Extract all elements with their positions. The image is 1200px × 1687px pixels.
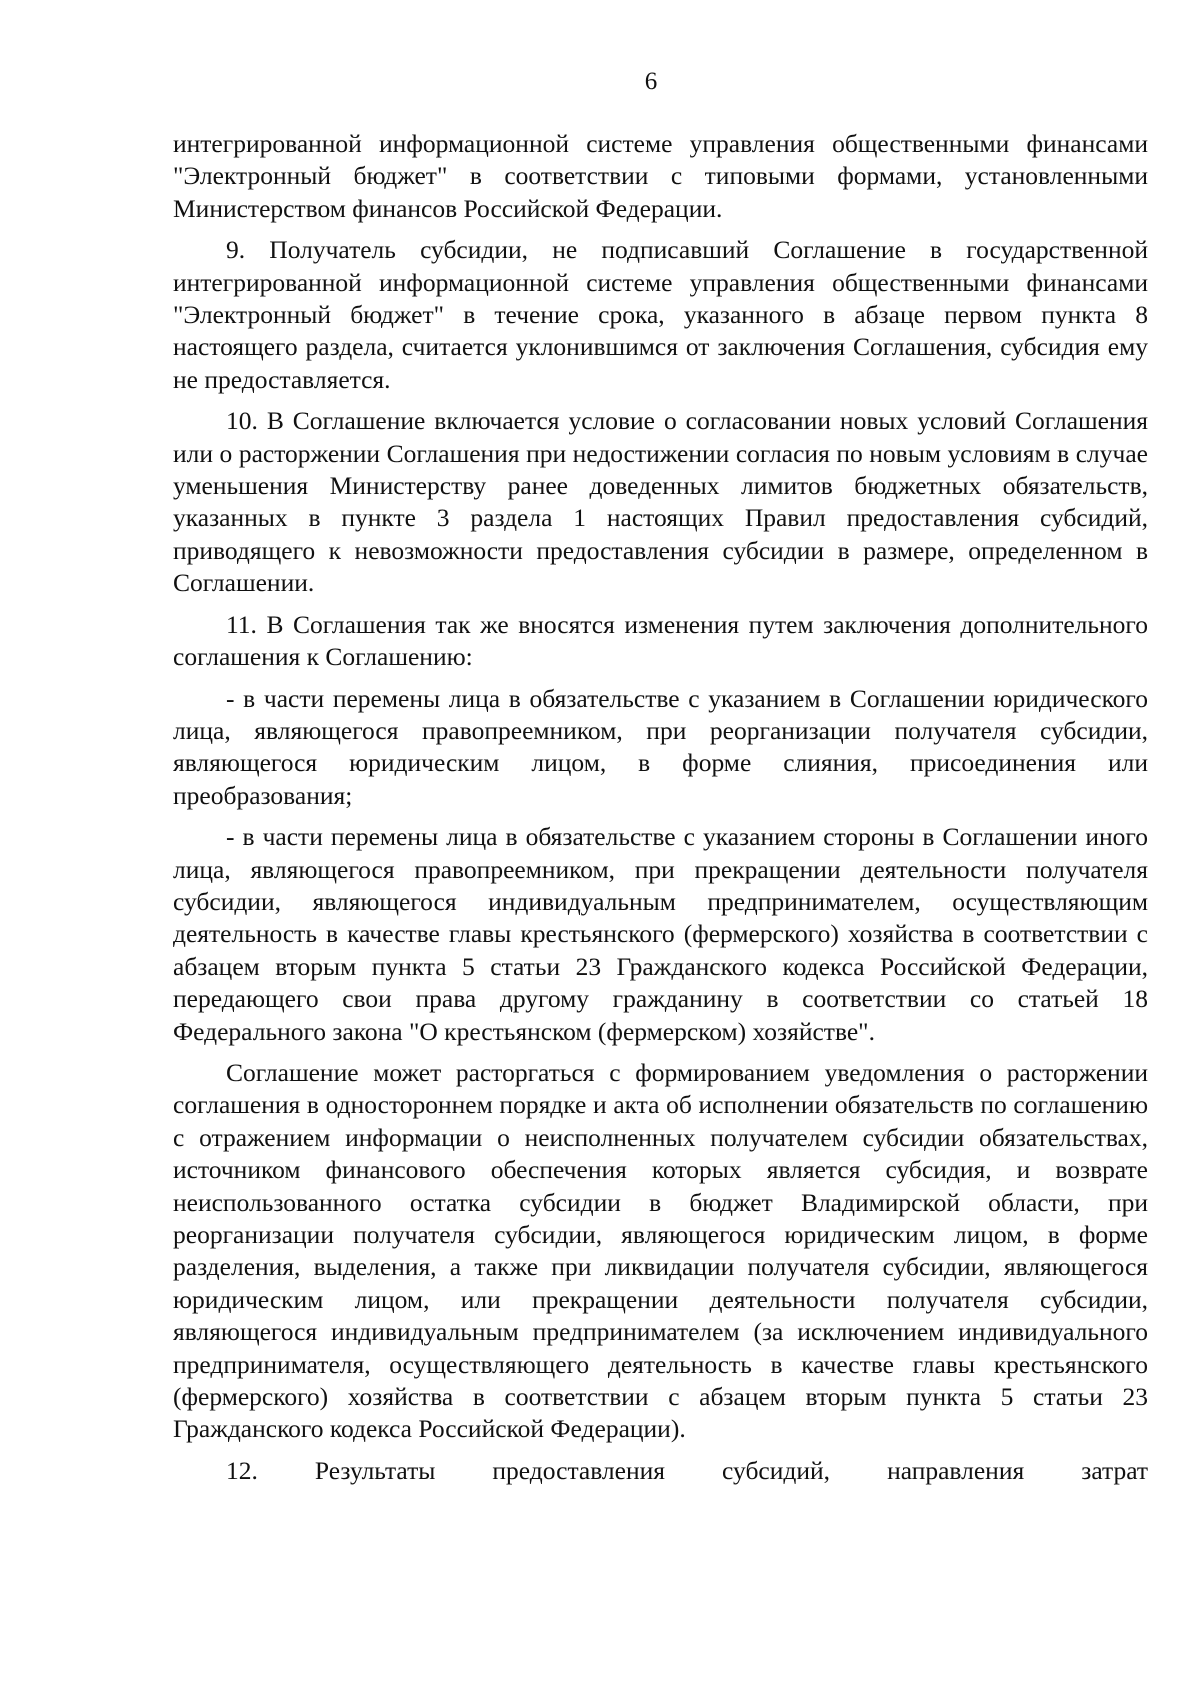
paragraph-11: 11. В Соглашения так же вносятся изменения путем заключения дополнительного соглашения к Соглашению: xyxy=(173,609,1148,672)
paragraph-10: 10. В Соглашение включается условие о согласовании новых условий Соглашения или о расторжении Соглашения при недостижении согласия по новым условиям в случае уменьшения Министерству ранее доведенных лимитов бюджетных обязательств, указанных в пункте 3 раздела 1 настоящих Правил предоставления субсидий, приводящего к невозможности предоставления субсидии в размере, определенном в Соглашении. xyxy=(173,406,1148,598)
paragraph-continuation: интегрированной информационной системе управления общественными финансами "Электронный бюджет" в соответствии с типовыми формами, установленными Министерством финансов Российской Федерации. xyxy=(173,129,1148,223)
page-number: 6 xyxy=(644,68,658,95)
paragraph-9: 9. Получатель субсидии, не подписавший Соглашение в государственной интегрированной информационной системе управления общественными финансами "Электронный бюджет" в течение срока, указанного в абзаце первом пункта 8 настоящего раздела, считается уклонившимся от заключения Соглашения, субсидия ему не предоставляется. xyxy=(173,235,1148,394)
paragraph-termination: Соглашение может расторгаться с формированием уведомления о расторжении соглашения в одностороннем порядке и акта об исполнении обязательств по соглашению с отражением информации о неисполненных получателем субсидии обязательствах, источником финансового обеспечения которых является субсидия, и возврате неиспользованного остатка субсидии в бюджет Владимирской области, при реорганизации получателя субсидии, являющегося юридическим лицом, в форме разделения, выделения, а также при ликвидации получателя субсидии, являющегося юридическим лицом, или прекращении деятельности получателя субсидии, являющегося индивидуальным предпринимателем (за исключением индивидуального предпринимателя, осуществляющего деятельность в качестве главы крестьянского (фермерского) хозяйства в соответствии с абзацем вторым пункта 5 статьи 23 Гражданского кодекса Российской Федерации). xyxy=(173,1057,1148,1444)
document-body xyxy=(173,128,1148,1496)
paragraph-12: 12. Результаты предоставления субсидий, направления затрат xyxy=(226,1455,1148,1485)
paragraph-11-item-1: - в части перемены лица в обязательстве с указанием в Соглашении юридического лица, являющегося правопреемником, при реорганизации получателя субсидии, являющегося юридическим лицом, в форме слияния, присоединения или преобразования; xyxy=(173,683,1148,810)
paragraph-11-item-2: - в части перемены лица в обязательстве с указанием стороны в Соглашении иного лица, являющегося правопреемником, при прекращении деятельности получателя субсидии, являющегося индивидуальным предпринимателем, осуществляющим деятельность в качестве главы крестьянского (фермерского) хозяйства в соответствии с абзацем вторым пункта 5 статьи 23 Гражданского кодекса Российской Федерации, передающего свои права другому гражданину в соответствии со статьей 18 Федерального закона "О крестьянском (фермерском) хозяйстве". xyxy=(173,822,1148,1046)
